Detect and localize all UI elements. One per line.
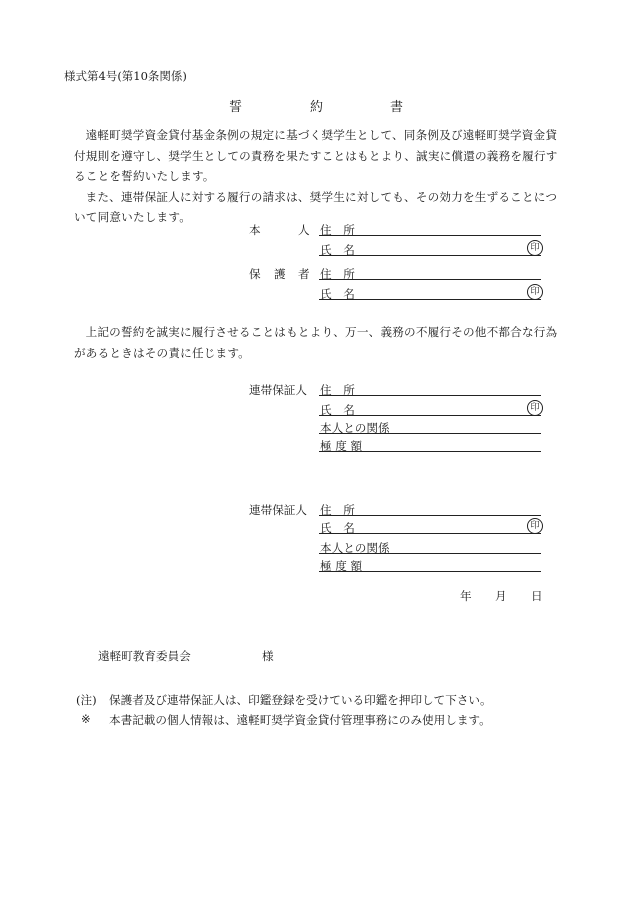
role-guardian-a: 保 <box>249 267 261 281</box>
role-guardian-b: 護 <box>274 267 286 281</box>
role-guarantor-1: 連帯保証人 <box>249 383 307 397</box>
seal-mark: 印 <box>527 400 543 416</box>
note-2-mark: ※ <box>81 712 91 726</box>
guarantor1-relation-label: 本人との関係 <box>320 421 390 435</box>
form-number: 様式第4号(第10条関係) <box>64 69 187 83</box>
guarantor2-address-label: 住 所 <box>320 503 355 517</box>
date-year: 年 <box>460 589 472 603</box>
guarantor1-relation-line[interactable] <box>319 418 541 434</box>
self-address-label: 住 所 <box>320 223 355 237</box>
guarantor2-name-line[interactable] <box>319 518 541 534</box>
paragraph-1: 遠軽町奨学資金貸付基金条例の規定に基づく奨学生として、同条例及び遠軽町奨学資金貸付規則を遵守し、奨学生としての責務を果たすことはもとより、誠実に償還の義務を履行することを誓約いたします。 <box>74 128 558 183</box>
guarantor1-name-line[interactable] <box>319 400 541 416</box>
role-self-a: 本 <box>249 223 261 237</box>
note-2-text: 本書記載の個人情報は、遠軽町奨学資金貸付管理事務にのみ使用します。 <box>109 713 491 727</box>
self-address-line[interactable] <box>319 220 541 236</box>
seal-mark: 印 <box>527 518 543 534</box>
title-char-3: 書 <box>390 100 404 115</box>
guarantor2-limit-line[interactable] <box>319 556 541 572</box>
date-day: 日 <box>531 589 543 603</box>
guardian-address-line[interactable] <box>319 264 541 280</box>
role-guardian-c: 者 <box>298 267 310 281</box>
guarantor1-name-label: 氏 名 <box>320 403 355 417</box>
self-name-label: 氏 名 <box>320 243 355 257</box>
guardian-address-label: 住 所 <box>320 267 355 281</box>
guarantor-text <box>74 322 564 363</box>
pledge-text <box>74 125 564 228</box>
guarantor2-relation-label: 本人との関係 <box>320 541 390 555</box>
note-1-mark: (注) <box>76 693 97 707</box>
paragraph-3: 上記の誓約を誠実に履行させることはもとより、万一、義務の不履行その他不都合な行為があるときはその責に任じます。 <box>74 325 558 360</box>
honorific: 様 <box>262 649 274 663</box>
guarantor1-limit-line[interactable] <box>319 436 541 452</box>
guarantor1-address-label: 住 所 <box>320 383 355 397</box>
date-month: 月 <box>495 589 507 603</box>
title-char-2: 約 <box>310 100 324 115</box>
self-name-line[interactable] <box>319 240 541 256</box>
role-self-b: 人 <box>298 223 310 237</box>
guarantor2-relation-line[interactable] <box>319 538 541 554</box>
guarantor1-address-line[interactable] <box>319 380 541 396</box>
paragraph-2: また、連帯保証人に対する履行の請求は、奨学生に対しても、その効力を生ずることについて同意いたします。 <box>74 189 558 224</box>
role-guarantor-2: 連帯保証人 <box>249 503 307 517</box>
addressee: 遠軽町教育委員会 <box>98 649 191 663</box>
guarantor1-limit-label: 極 度 額 <box>320 439 363 453</box>
guardian-name-label: 氏 名 <box>320 287 355 301</box>
title-char-1: 誓 <box>229 100 243 115</box>
seal-mark: 印 <box>527 240 543 256</box>
note-1-text: 保護者及び連帯保証人は、印鑑登録を受けている印鑑を押印して下さい。 <box>109 693 492 707</box>
guardian-name-line[interactable] <box>319 284 541 300</box>
seal-mark: 印 <box>527 284 543 300</box>
guarantor2-name-label: 氏 名 <box>320 521 355 535</box>
guarantor2-limit-label: 極 度 額 <box>320 559 363 573</box>
guarantor2-address-line[interactable] <box>319 500 541 516</box>
